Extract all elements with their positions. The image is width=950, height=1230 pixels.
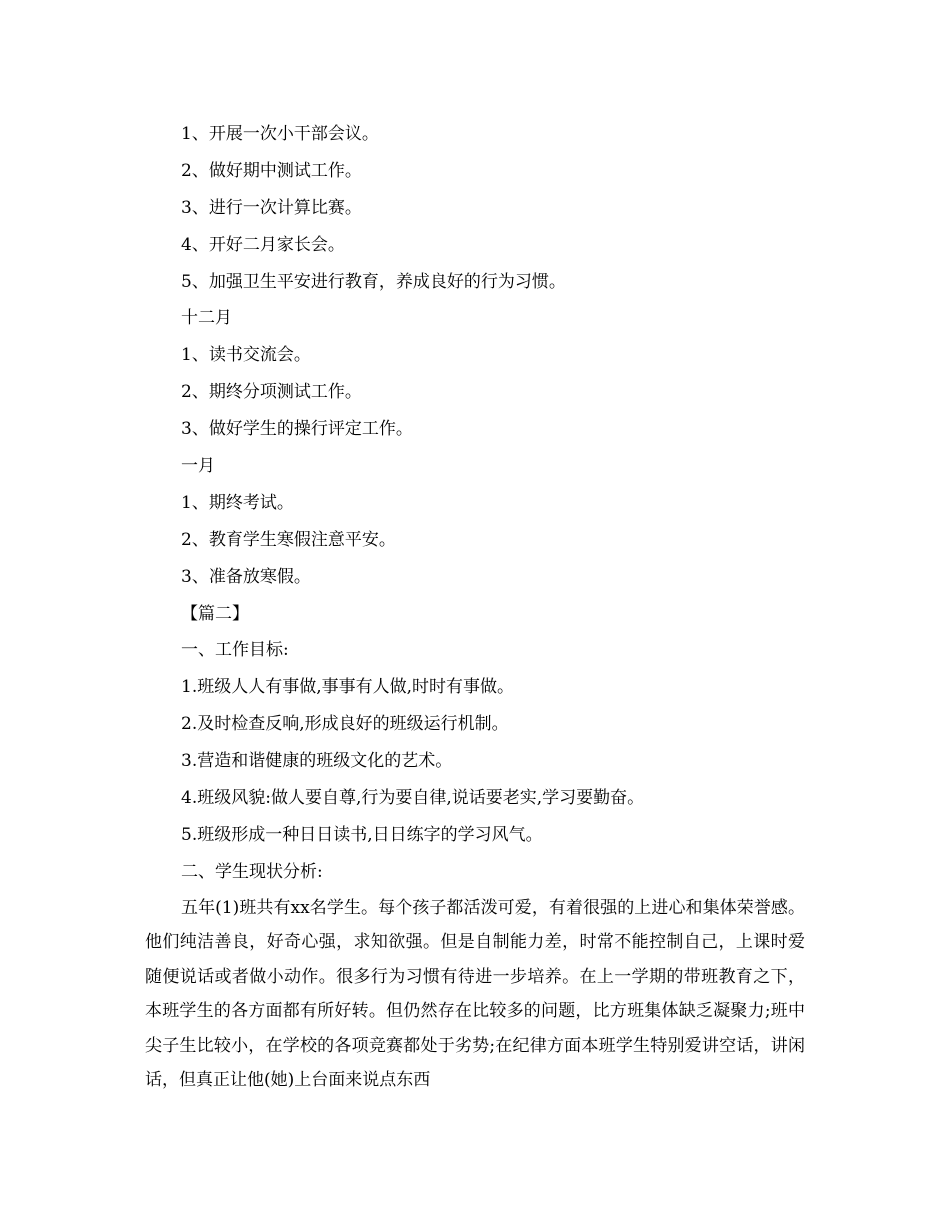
month-heading-january: 一月 xyxy=(181,456,215,477)
list-item: 2、期终分项测试工作。 xyxy=(181,382,362,403)
section-heading-student-analysis: 二、学生现状分析: xyxy=(181,861,323,882)
list-item: 2.及时检查反响,形成良好的班级运行机制。 xyxy=(181,714,509,735)
month-heading-december: 十二月 xyxy=(181,308,232,329)
section-heading-part-two: 【篇二】 xyxy=(181,603,249,624)
list-item: 2、做好期中测试工作。 xyxy=(181,160,362,181)
list-item: 1、期终考试。 xyxy=(181,492,294,513)
list-item: 5、加强卫生平安进行教育，养成良好的行为习惯。 xyxy=(181,271,566,292)
list-item: 3、准备放寒假。 xyxy=(181,566,311,587)
list-item: 1、读书交流会。 xyxy=(181,345,311,366)
list-item: 1、开展一次小干部会议。 xyxy=(181,124,379,144)
list-item: 4、开好二月家长会。 xyxy=(181,234,345,255)
list-item: 5.班级形成一种日日读书,日日练字的学习风气。 xyxy=(181,824,543,845)
section-heading-work-goals: 一、工作目标: xyxy=(181,640,289,661)
list-item: 3、进行一次计算比赛。 xyxy=(181,197,362,218)
list-item: 3、做好学生的操行评定工作。 xyxy=(181,419,413,440)
list-item: 2、教育学生寒假注意平安。 xyxy=(181,529,396,550)
document-body xyxy=(145,116,805,1098)
list-item: 3.营造和谐健康的班级文化的艺术。 xyxy=(181,751,453,772)
list-item: 4.班级风貌:做人要自尊,行为要自律,说话要老实,学习要勤奋。 xyxy=(181,788,645,809)
list-item: 1.班级人人有事做,事事有人做,时时有事做。 xyxy=(181,677,515,698)
body-paragraph: 五年(1)班共有xx名学生。每个孩子都活泼可爱，有着很强的上进心和集体荣誉感。他们纯洁善良，好奇心强，求知欲强。但是自制能力差，时常不能控制自己，上课时爱随便说话或者做小动作。很多行为习惯有待进一步培养。在上一学期的带班教育之下，本班学生的各方面都有所好转。但仍然存在比较多的问题，比方班集体缺乏凝聚力;班中尖子生比较小，在学校的各项竞赛都处于劣势;在纪律方面本班学生特别爱讲空话，讲闲话，但真正让他(她)上台面来说点东西 xyxy=(145,897,805,1091)
